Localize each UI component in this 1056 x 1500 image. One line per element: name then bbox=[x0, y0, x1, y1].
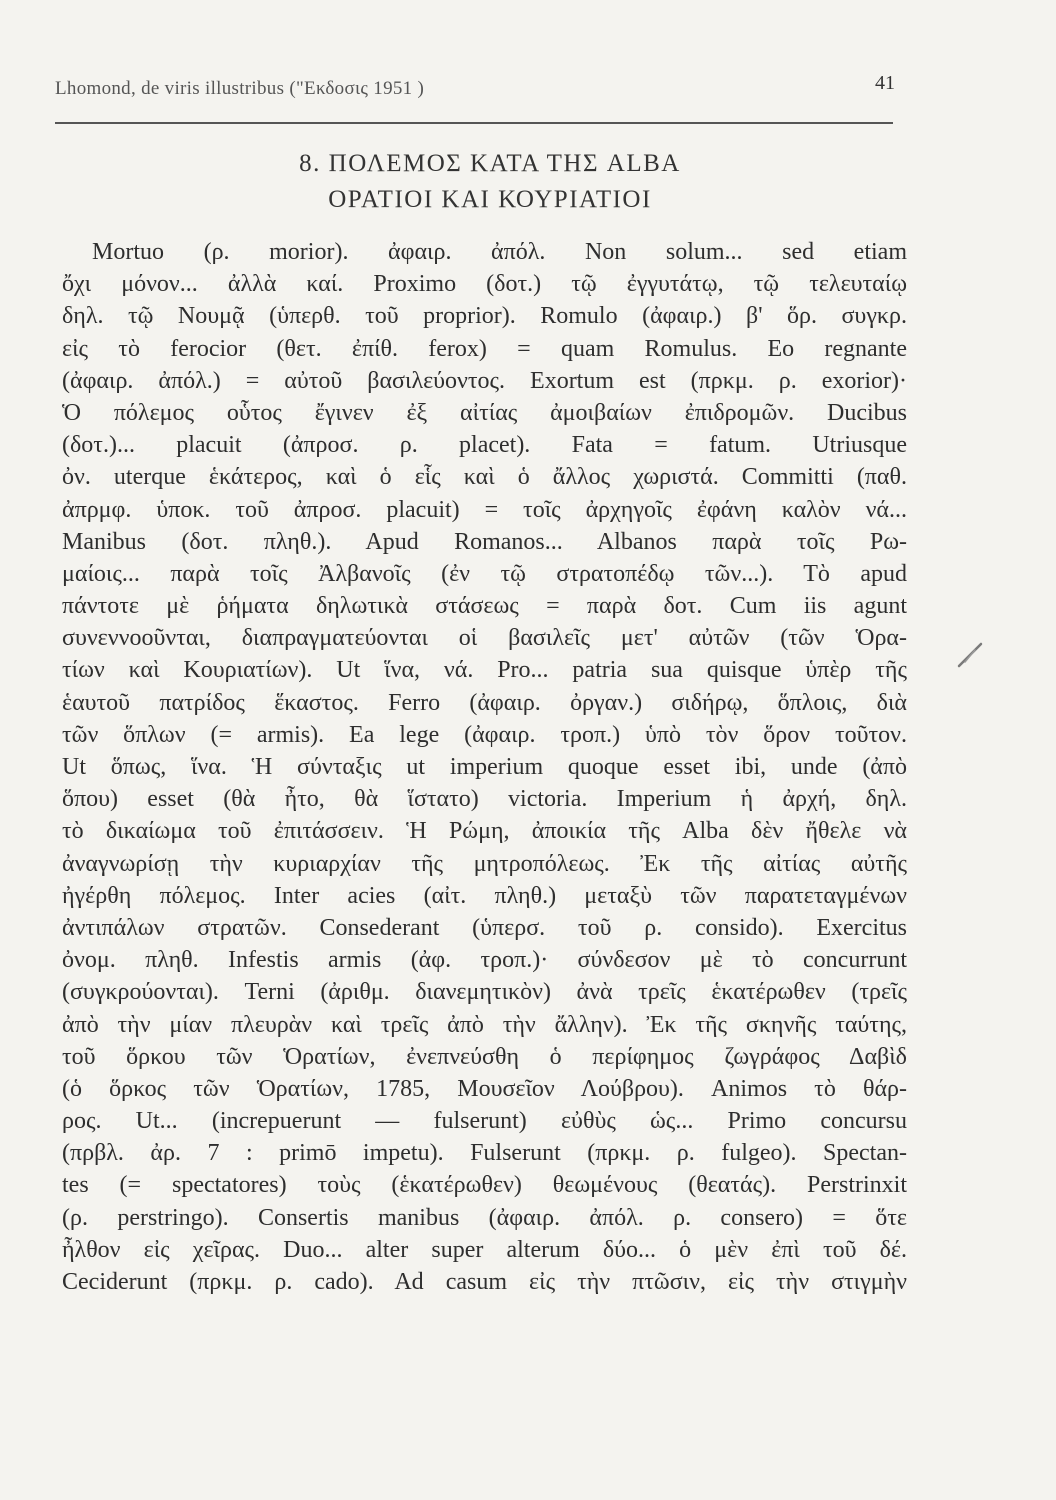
text-line: ἀπρμφ. ὑποκ. τοῦ ἀπροσ. placuit) = τοῖς ἀρχηγοῖς ἐφάνη καλὸν νά... bbox=[62, 496, 907, 523]
text-line: ὄχι μόνον... ἀλλὰ καί. Proximo (δοτ.) τῷ ἐγγυτάτῳ, τῷ τελευταίῳ bbox=[62, 271, 907, 298]
text-line: ρος. Ut... (increpuerunt — fulserunt) εὐθὺς ὡς... Primo concursu bbox=[62, 1108, 907, 1135]
text-line: ἀντιπάλων στρατῶν. Consederant (ὑπερσ. τοῦ ρ. consido). Exercitus bbox=[62, 914, 907, 941]
text-line: τῶν ὅπλων (= armis). Ea lege (ἀφαιρ. τροπ.) ὑπὸ τὸν ὅρον τοῦτον. bbox=[62, 721, 907, 748]
running-header bbox=[55, 72, 895, 102]
text-line: τὸ δικαίωμα τοῦ ἐπιτάσσειν. Ἡ Ρώμη, ἀποικία τῆς Alba δὲν ἤθελε νὰ bbox=[62, 818, 907, 845]
text-line: Mortuo (ρ. morior). ἀφαιρ. ἀπόλ. Non solum... sed etiam bbox=[92, 239, 907, 265]
text-line: ἀπὸ τὴν μίαν πλευρὰν καὶ τρεῖς ἀπὸ τὴν ἄλλην). Ἐκ τῆς σκηνῆς ταύτης, bbox=[62, 1011, 907, 1038]
page-number: 41 bbox=[875, 72, 895, 94]
text-line: συνεννοοῦνται, διαπραγματεύονται οἱ βασιλεῖς μετ' αὐτῶν (τῶν Ὁρα- bbox=[62, 625, 907, 652]
text-line: ἀναγνωρίσῃ τὴν κυριαρχίαν τῆς μητροπόλεως. Ἐκ τῆς αἰτίας αὐτῆς bbox=[62, 850, 907, 877]
text-line: Ut ὅπως, ἵνα. Ἡ σύνταξις ut imperium quoque esset ibi, unde (ἀπὸ bbox=[62, 754, 907, 780]
text-line: tes (= spectatores) τοὺς (ἑκατέρωθεν) θεωμένους (θεατάς). Perstrinxit bbox=[62, 1172, 907, 1199]
text-line: (δοτ.)... placuit (ἀπροσ. ρ. placet). Fata = fatum. Utriusque bbox=[62, 432, 907, 459]
text-line: (ρ. perstringo). Consertis manibus (ἀφαιρ. ἀπόλ. ρ. consero) = ὅτε bbox=[62, 1204, 907, 1231]
commentary-body bbox=[62, 236, 907, 1298]
pencil-mark-icon bbox=[955, 640, 985, 670]
text-line: δηλ. τῷ Νουμᾷ (ὑπερθ. τοῦ proprior). Romulo (ἀφαιρ.) β' ὅρ. συγκρ. bbox=[62, 303, 907, 330]
text-line: πάντοτε μὲ ῥήματα δηλωτικὰ στάσεως = παρὰ δοτ. Cum iis agunt bbox=[62, 593, 907, 620]
text-line: ὅπου) esset (θὰ ἦτο, θὰ ἵστατο) victoria. Imperium ἡ ἀρχή, δηλ. bbox=[62, 786, 907, 813]
text-line: Manibus (δοτ. πληθ.). Apud Romanos... Albanos παρὰ τοῖς Ρω- bbox=[62, 528, 907, 555]
section-subtitle: ΟΡΑΤΙΟΙ ΚΑΙ ΚΟΥΡΙΑΤΙΟΙ bbox=[328, 186, 652, 213]
text-line: ὀνομ. πληθ. Infestis armis (ἀφ. τροπ.)· σύνδεσον μὲ τὸ concurrunt bbox=[62, 947, 907, 974]
text-line: Ceciderunt (πρκμ. ρ. cado). Ad casum εἰς τὴν πτῶσιν, εἰς τὴν στιγμὴν bbox=[62, 1269, 907, 1295]
text-line: ἦλθον εἰς χεῖρας. Duo... alter super alterum δύο... ὁ μὲν ἐπὶ τοῦ δέ. bbox=[62, 1236, 907, 1263]
text-line: (συγκρούονται). Terni (ἀριθμ. διανεμητικὸν) ἀνὰ τρεῖς ἑκατέρωθεν (τρεῖς bbox=[62, 979, 907, 1006]
text-line: τίων καὶ Κουριατίων). Ut ἵνα, νά. Pro... patria sua quisque ὑπὲρ τῆς bbox=[62, 657, 907, 684]
running-title: Lhomond, de viris illustribus ("Εκδοσις 1951 ) bbox=[55, 78, 425, 99]
text-line: (ὁ ὅρκος τῶν Ὁρατίων, 1785, Μουσεῖον Λούβρου). Animos τὸ θάρ- bbox=[62, 1075, 907, 1102]
text-line: ὀν. uterque ἑκάτερος, καὶ ὁ εἷς καὶ ὁ ἄλλος χωριστά. Committi (παθ. bbox=[62, 464, 907, 491]
text-line: (ἀφαιρ. ἀπόλ.) = αὐτοῦ βασιλεύοντος. Exortum est (πρκμ. ρ. exorior)· bbox=[62, 367, 907, 394]
header-rule bbox=[55, 122, 893, 124]
text-line: ἠγέρθη πόλεμος. Inter acies (αἰτ. πληθ.) μεταξὺ τῶν παρατεταγμένων bbox=[62, 882, 907, 909]
text-line: εἰς τὸ ferocior (θετ. ἐπίθ. ferox) = quam Romulus. Eo regnante bbox=[62, 335, 907, 362]
text-line: μαίοις... παρὰ τοῖς Ἀλβανοῖς (ἐν τῷ στρατοπέδῳ τῶν...). Τὸ apud bbox=[62, 560, 907, 587]
text-line: τοῦ ὅρκου τῶν Ὁρατίων, ἐνεπνεύσθη ὁ περίφημος ζωγράφος Δαβὶδ bbox=[62, 1043, 907, 1070]
text-line: Ὁ πόλεμος οὗτος ἔγινεν ἐξ αἰτίας ἀμοιβαίων ἐπιδρομῶν. Ducibus bbox=[62, 399, 907, 426]
section-title: 8. ΠΟΛΕΜΟΣ ΚΑΤΑ ΤΗΣ ALBA bbox=[299, 150, 681, 177]
text-line: ἑαυτοῦ πατρίδος ἕκαστος. Ferro (ἀφαιρ. ὀργαν.) σιδήρῳ, ὅπλοις, διὰ bbox=[62, 689, 907, 716]
text-line: (πρβλ. ἀρ. 7 : primō impetu). Fulserunt (πρκμ. ρ. fulgeo). Spectan- bbox=[62, 1140, 907, 1167]
